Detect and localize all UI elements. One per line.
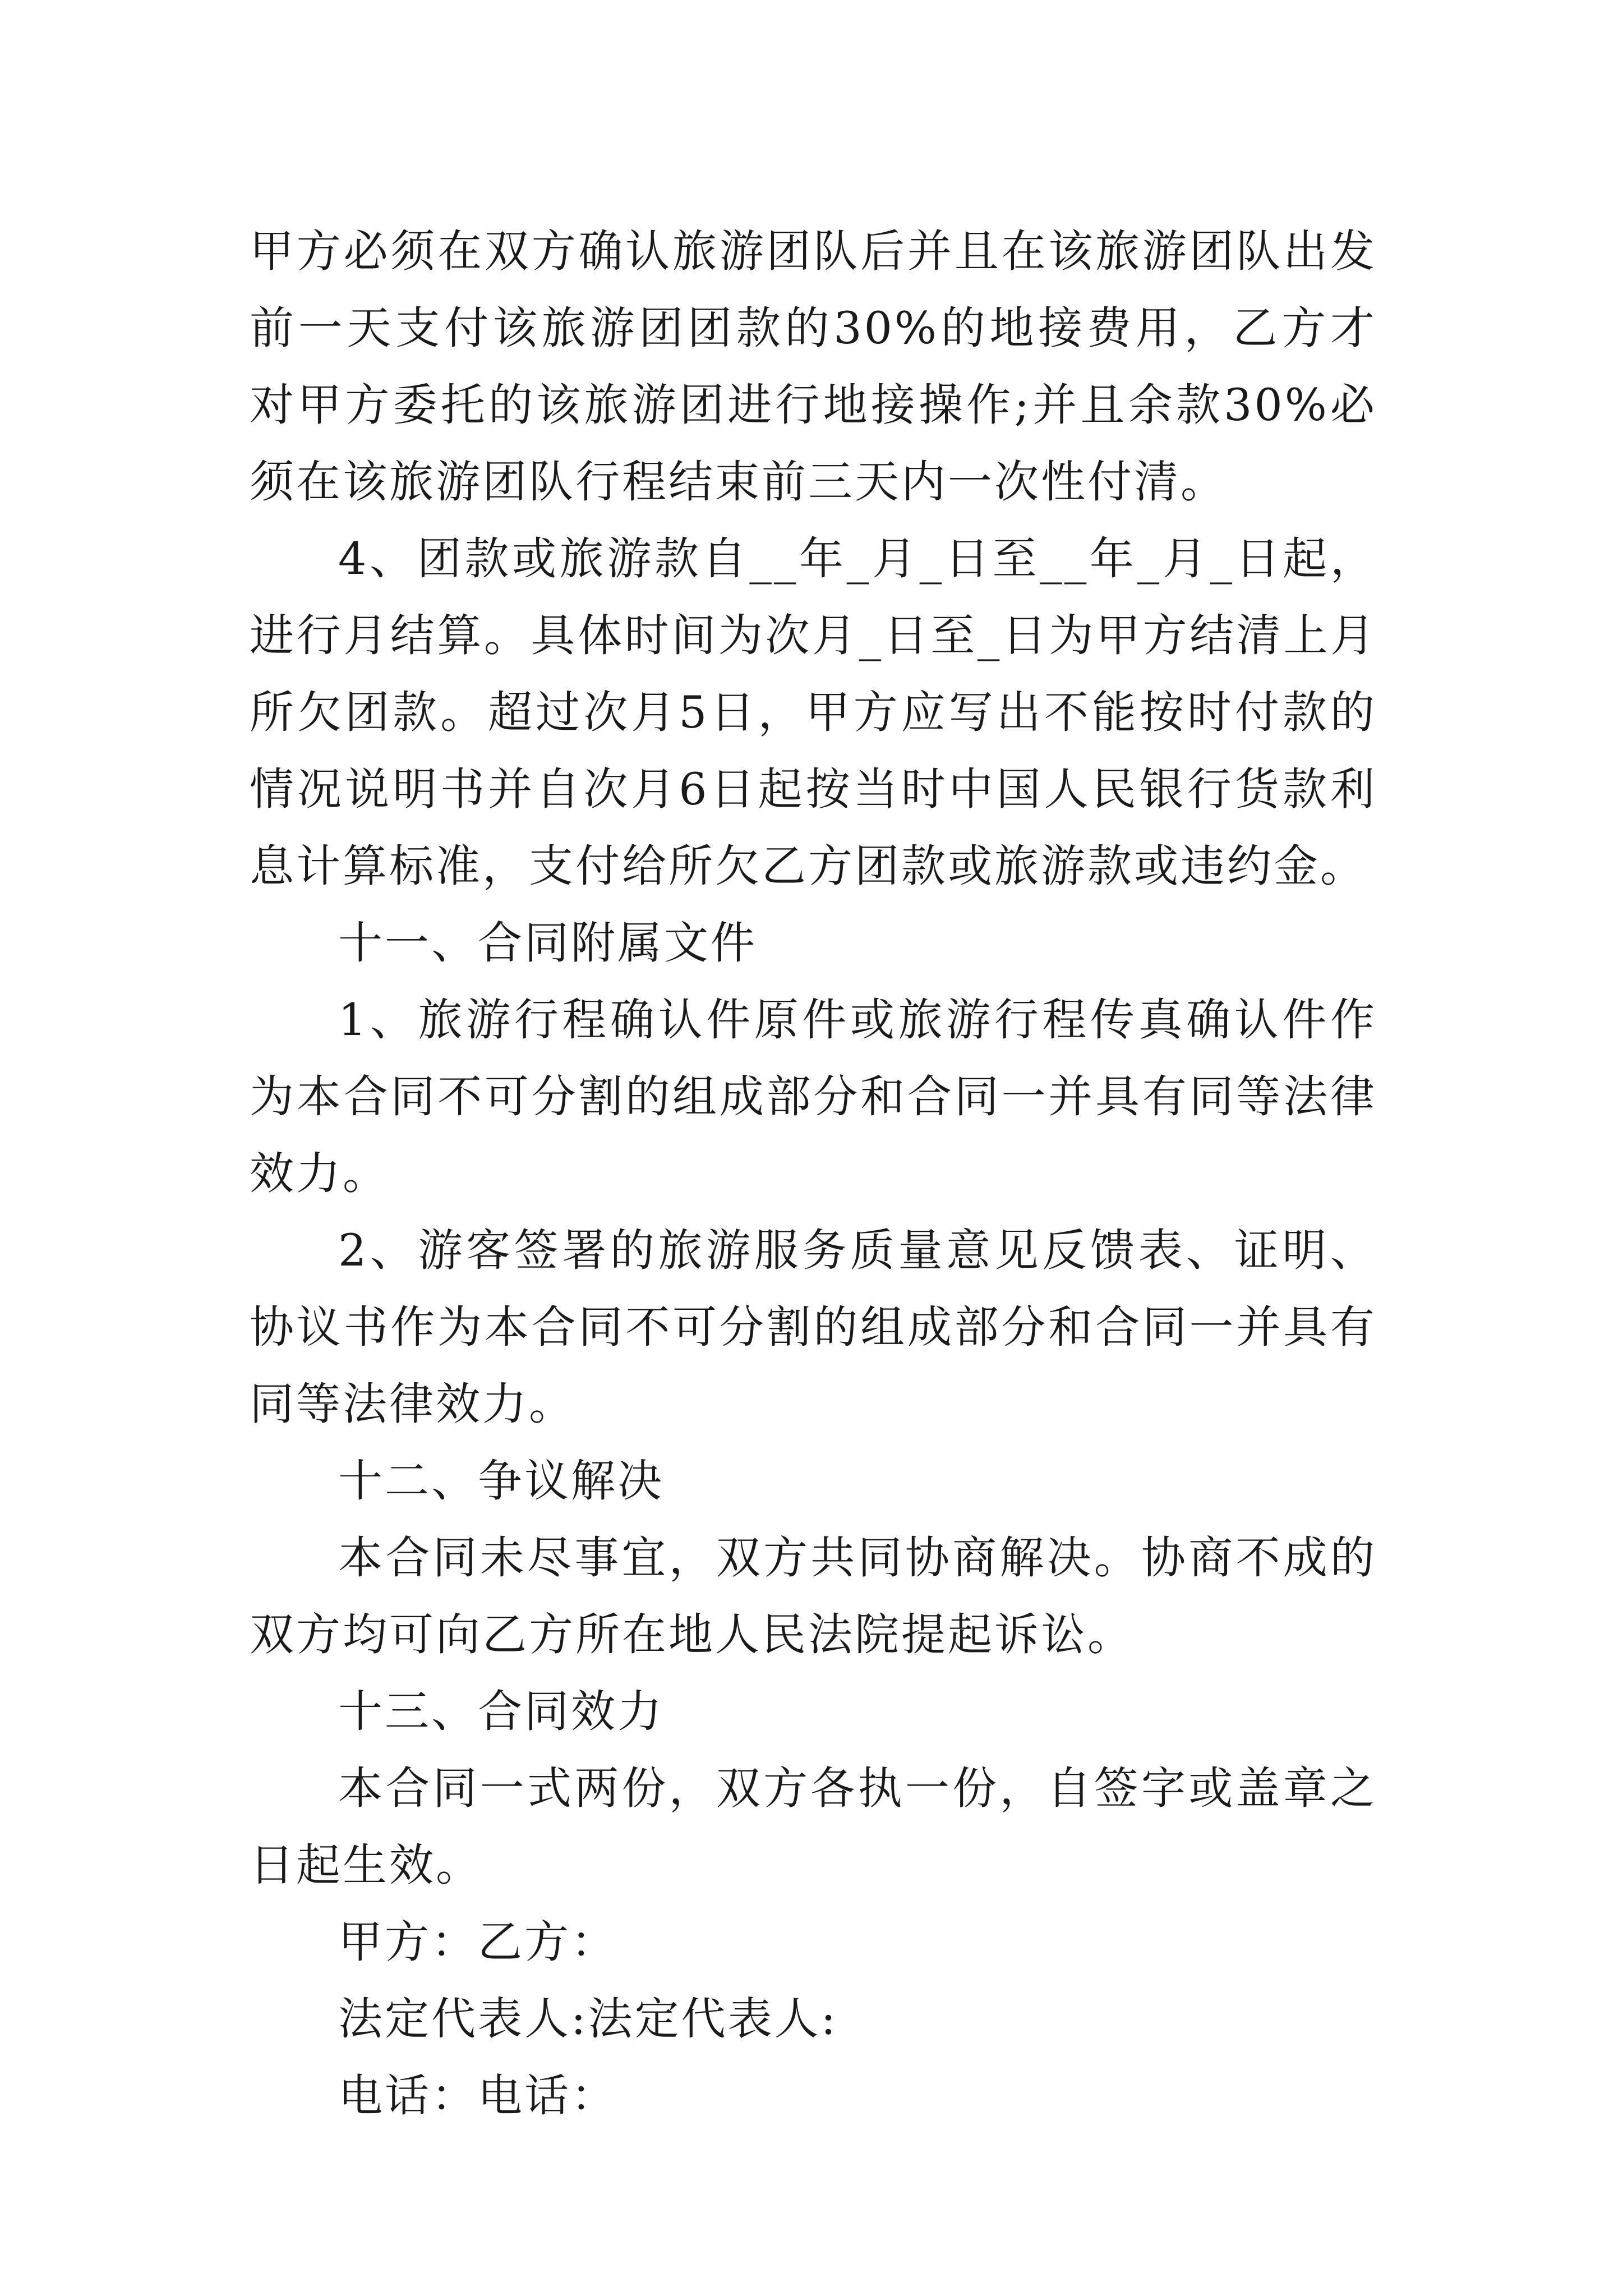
signature-parties-line: 甲方：乙方： (338, 1916, 617, 1968)
attachment-clause-1: 1、旅游行程确认件原件或旅游行程传真确认件作为本合同不可分割的组成部分和合同一并具有同等法律效力。 (250, 994, 1377, 1199)
document-body (250, 213, 1377, 2134)
signature-phone-line: 电话：电话： (338, 2070, 617, 2122)
section-heading-dispute: 十二、争议解决 (338, 1455, 664, 1507)
payment-terms-paragraph: 甲方必须在双方确认旅游团队后并且在该旅游团队出发前一天支付该旅游团团款的30%的地接费用，乙方才对甲方委托的该旅游团进行地接操作;并且余款30%必须在该旅游团队行程结束前三天内一次性付清。 (250, 226, 1377, 508)
section-heading-attachments: 十一、合同附属文件 (338, 917, 757, 969)
signature-legal-rep-line: 法定代表人:法定代表人: (338, 1993, 838, 2045)
settlement-clause-paragraph: 4、团款或旅游款自__年_月_日至__年_月_日起，进行月结算。具体时间为次月_日至_日为甲方结清上月所欠团款。超过次月5日，甲方应写出不能按时付款的情况说明书并自次月6日起按当时中国人民银行货款利息计算标准，支付给所欠乙方团款或旅游款或违约金。 (250, 533, 1377, 892)
attachment-clause-2: 2、游客签署的旅游服务质量意见反馈表、证明、协议书作为本合同不可分割的组成部分和合同一并具有同等法律效力。 (250, 1225, 1377, 1430)
dispute-clause: 本合同未尽事宜，双方共同协商解决。协商不成的双方均可向乙方所在地人民法院提起诉讼。 (250, 1532, 1377, 1660)
section-heading-effect: 十三、合同效力 (338, 1686, 664, 1737)
effect-clause: 本合同一式两份，双方各执一份，自签字或盖章之日起生效。 (250, 1763, 1377, 1891)
